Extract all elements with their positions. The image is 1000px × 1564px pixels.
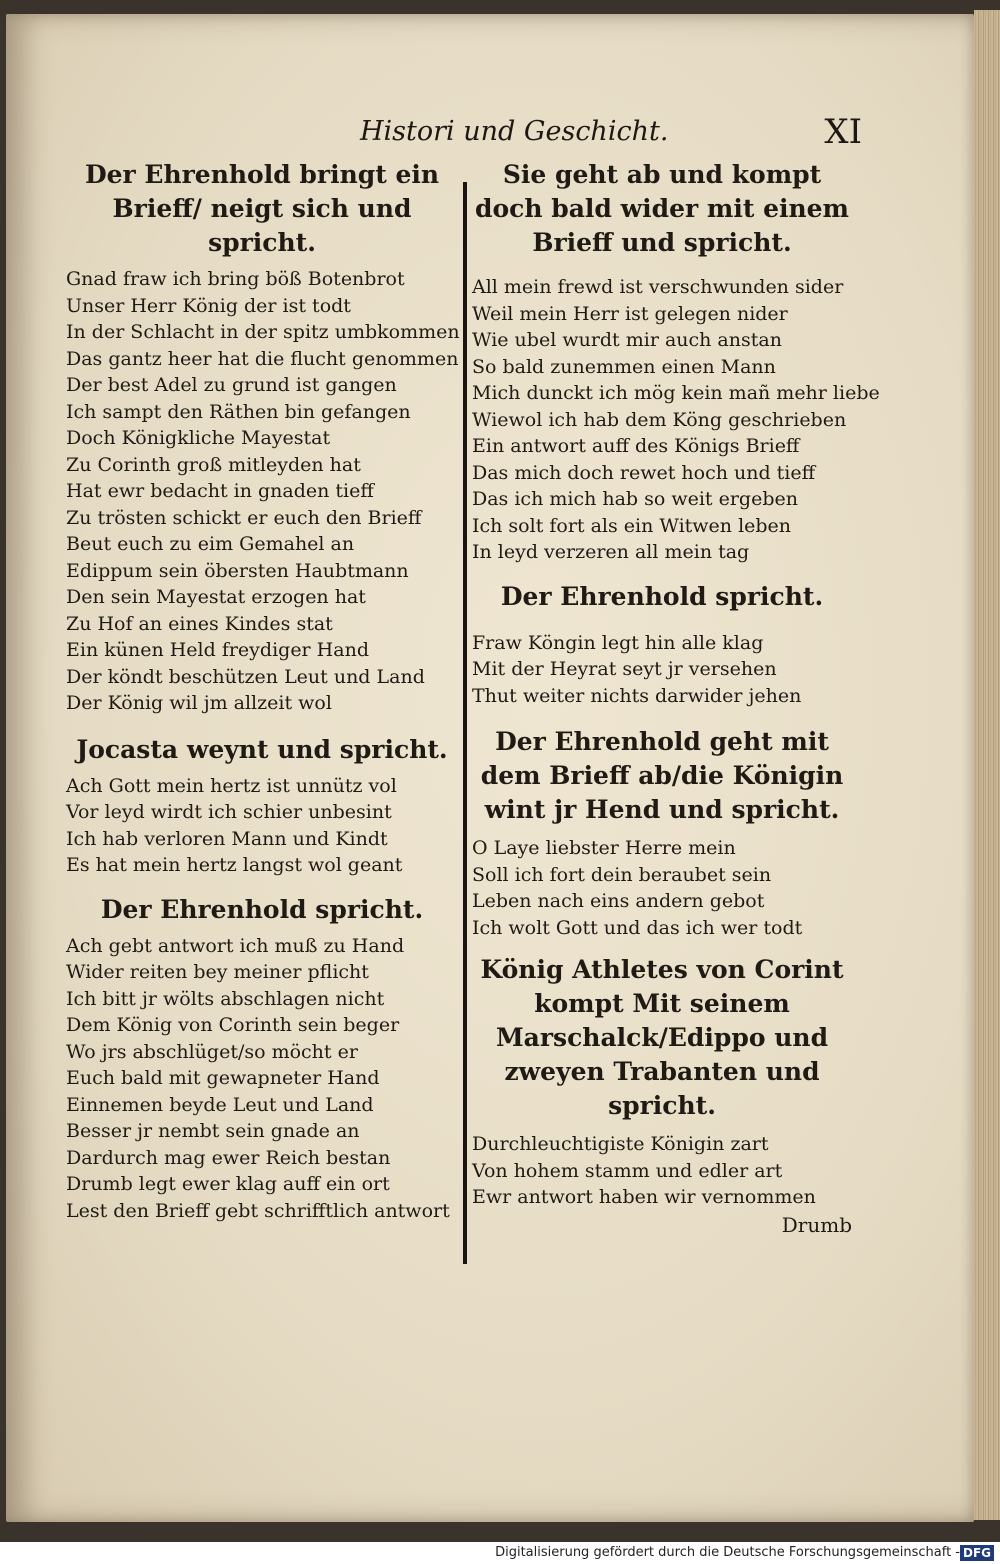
verse-line: Ich hab verloren Mann und Kindt: [66, 827, 388, 850]
verse-line: Das mich doch rewet hoch und tieff: [472, 461, 816, 484]
verse-line: Beut euch zu eim Gemahel an: [66, 533, 355, 555]
verse-line: Wo jrs abschlüget/so möcht er: [66, 1040, 358, 1063]
verse-block: [66, 933, 458, 1225]
verse-line: Ich sampt den Räthen bin gefangen: [66, 400, 411, 423]
verse-line: Mit der Heyrat seyt jr versehen: [472, 658, 777, 680]
stage-direction-heading: Der Ehrenhold geht mit dem Brieff ab/die Königin wint jr Hend und spricht.: [480, 727, 844, 824]
verse-line: Gnad fraw ich bring böß Botenbrot: [66, 268, 405, 290]
stage-direction-heading: Der Ehrenhold bringt ein Brieff/ neigt sich und spricht.: [84, 160, 440, 257]
funding-notice: Digitalisierung gefördert durch die Deutsche Forschungsgemeinschaft -: [495, 1545, 960, 1560]
verse-line: Ewr antwort haben wir vernommen: [472, 1186, 816, 1208]
verse-line: Ein künen Held freydiger Hand: [66, 639, 369, 661]
verse-line: Wie ubel wurdt mir auch anstan: [472, 329, 782, 351]
verse-line: Ich bitt jr wölts abschlagen nicht: [66, 987, 385, 1010]
verse-line: Zu Hof an eines Kindes stat: [66, 612, 333, 635]
stage-direction-heading: König Athletes von Corint kompt Mit seinem Marschalck/Edippo und zweyen Trabanten und spricht.: [480, 955, 844, 1120]
verse-line: Vor leyd wirdt ich schier unbesint: [66, 801, 392, 823]
verse-line: Euch bald mit gewapneter Hand: [66, 1067, 380, 1089]
verse-line: Zu Corinth groß mitleyden hat: [66, 453, 361, 476]
verse-line: Besser jr nembt sein gnade an: [66, 1120, 360, 1142]
verse-line: Ich solt fort als ein Witwen leben: [472, 514, 792, 537]
verse-line: Dem König von Corinth sein beger: [66, 1014, 400, 1036]
verse-block: [66, 266, 458, 717]
verse-line: All mein frewd ist verschwunden sider: [472, 276, 844, 298]
verse-line: Dardurch mag ewer Reich bestan: [66, 1146, 391, 1169]
column-rule: [463, 182, 467, 1264]
verse-line: Ach gebt antwort ich muß zu Hand: [66, 934, 405, 957]
verse-line: Ich wolt Gott und das ich wer todt: [472, 916, 803, 939]
verse-line: Ein antwort auff des Königs Brieff: [472, 435, 800, 457]
catchword: Drumb: [781, 1212, 852, 1237]
verse-line: Fraw Köngin legt hin alle klag: [472, 631, 764, 654]
stage-direction-heading: Jocasta weynt und spricht.: [76, 734, 448, 764]
left-column: [66, 158, 458, 1224]
folio-number: XI: [824, 112, 862, 152]
digitization-footer: [0, 1542, 1000, 1564]
verse-line: In der Schlacht in der spitz umbkommen: [66, 321, 460, 343]
verse-line: Zu trösten schickt er euch den Brieff: [66, 506, 422, 529]
verse-line: Der best Adel zu grund ist gangen: [66, 374, 397, 396]
verse-line: O Laye liebster Herre mein: [472, 837, 736, 859]
page-edge: [974, 10, 1000, 1520]
verse-line: In leyd verzeren all mein tag: [472, 541, 750, 563]
verse-line: Lest den Brieff gebt schrifftlich antwort: [66, 1199, 450, 1222]
verse-block: [66, 773, 458, 879]
verse-line: Durchleuchtigiste Königin zart: [472, 1133, 769, 1155]
verse-line: Thut weiter nichts darwider jehen: [472, 684, 802, 707]
verse-line: Das gantz heer hat die flucht genommen: [66, 347, 459, 370]
verse-line: Der köndt beschützen Leut und Land: [66, 665, 425, 688]
verse-line: Wiewol ich hab dem Köng geschrieben: [472, 408, 847, 431]
stage-direction-heading: Der Ehrenhold spricht.: [100, 894, 424, 924]
verse-line: Drumb legt ewer klag auff ein ort: [66, 1173, 390, 1195]
verse-line: Der König wil jm allzeit wol: [66, 692, 332, 714]
verse-line: Doch Königkliche Mayestat: [66, 427, 331, 449]
verse-line: So bald zunemmen einen Mann: [472, 355, 776, 378]
verse-line: Es hat mein hertz langst wol geant: [66, 854, 403, 876]
verse-line: Ach Gott mein hertz ist unnütz vol: [66, 774, 397, 797]
verse-block: [472, 835, 852, 941]
verse-line: Mich dunckt ich mög kein mañ mehr liebe: [472, 382, 880, 404]
verse-line: Unser Herr König der ist todt: [66, 294, 351, 317]
stage-direction-heading: Der Ehrenhold spricht.: [500, 581, 824, 611]
verse-line: Einnemen beyde Leut und Land: [66, 1093, 374, 1116]
stage-direction-heading: Sie geht ab und kompt doch bald wider mit einem Brieff und spricht.: [474, 160, 850, 257]
running-head: Histori und Geschicht.: [360, 116, 669, 147]
verse-line: Soll ich fort dein beraubet sein: [472, 863, 772, 886]
verse-line: Weil mein Herr ist gelegen nider: [472, 302, 788, 325]
verse-block: [472, 274, 880, 566]
dfg-logo: DFG: [960, 1545, 994, 1561]
verse-line: Leben nach eins andern gebot: [472, 890, 765, 912]
verse-line: Edippum sein öbersten Haubtmann: [66, 559, 409, 582]
verse-block: [472, 630, 852, 710]
verse-block: [472, 1131, 852, 1211]
verse-line: Wider reiten bey meiner pflicht: [66, 961, 369, 983]
verse-line: Das ich mich hab so weit ergeben: [472, 488, 798, 510]
verse-line: Hat ewr bedacht in gnaden tieff: [66, 480, 374, 502]
verse-line: Den sein Mayestat erzogen hat: [66, 586, 366, 608]
page-header: [360, 108, 920, 152]
verse-line: Von hohem stamm und edler art: [472, 1159, 783, 1182]
right-column: [472, 158, 880, 1237]
